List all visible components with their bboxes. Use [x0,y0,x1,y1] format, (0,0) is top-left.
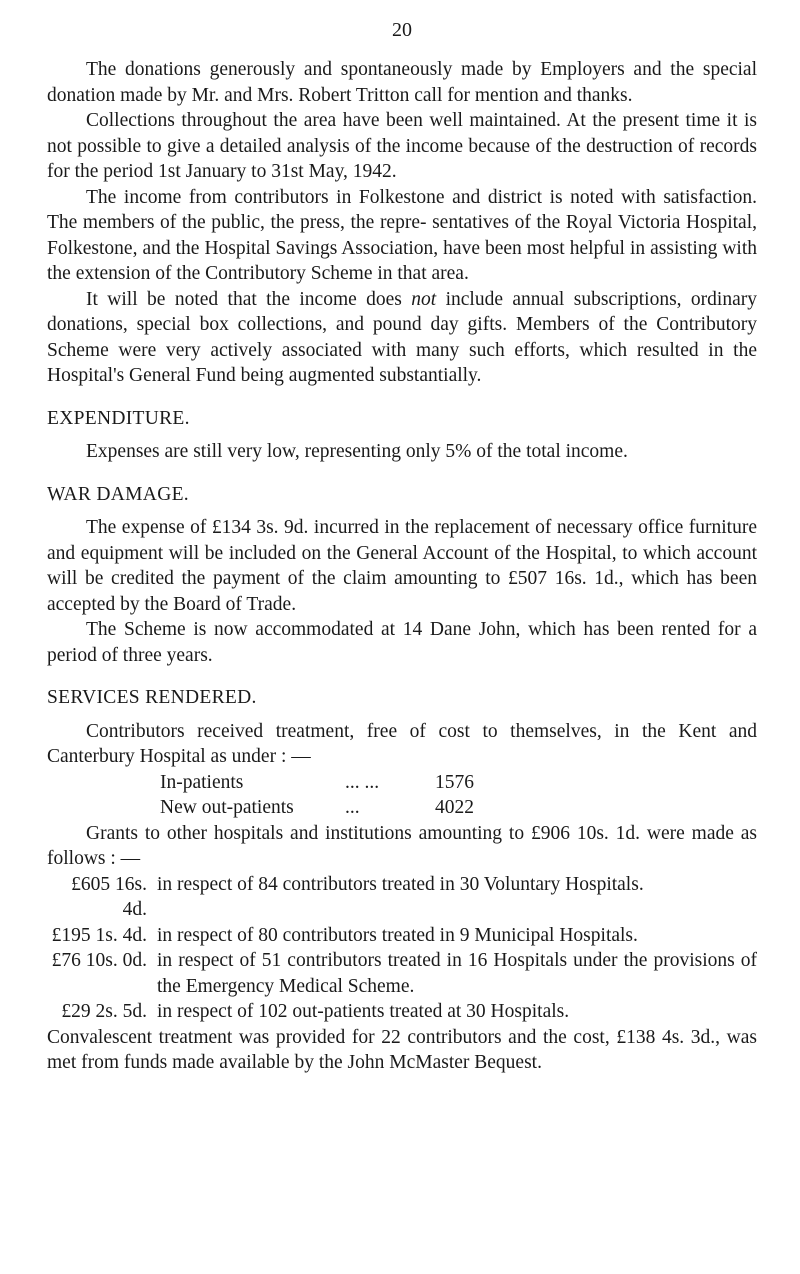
grant-amount: £605 16s. 4d. [71,873,147,920]
grant-description: in respect of 80 contributors treated in 9 Municipal Hospitals. [157,924,638,946]
paragraph-services-intro: Contributors received treatment, free of cost to themselves, in the Kent and Canterbury Hospital as under : — [47,720,757,767]
patients-dots: ... [345,797,360,818]
grant-row [47,999,757,1025]
heading-expenditure: EXPENDITURE. [47,407,190,429]
grant-row [47,872,757,923]
page-number: 20 [392,19,412,41]
income-note-text: It will be noted that the income does [86,288,412,310]
grant-row [47,948,757,999]
grant-description: in respect of 51 contributors treated in 16 Hospitals under the provisions of the Emergency Medical Scheme. [157,950,757,997]
patients-label: In-patients [160,771,244,793]
income-note-emphasis: not [411,288,437,310]
paragraph-war-damage-premises: The Scheme is now accommodated at 14 Dane John, which has been rented for a period of three years. [47,619,757,666]
patients-label: New out-patients [160,797,294,818]
patients-row [47,795,757,821]
paragraph-expenditure: Expenses are still very low, representing only 5% of the total income. [86,441,628,462]
heading-war-damage: WAR DAMAGE. [47,483,189,505]
patients-row [47,770,757,796]
paragraph-donations: The donations generously and spontaneously made by Employers and the special donation made by Mr. and Mrs. Robert Tritton call for mention and thanks. [47,59,757,106]
grant-amount: £195 1s. 4d. [51,924,147,946]
grant-description: in respect of 84 contributors treated in 30 Voluntary Hospitals. [157,873,644,895]
income-note-text-rest: include annual subscriptions, ordinary donations, special box collections, and pound day gifts. Members of the Contributory Scheme were very actively associated with many such efforts, which resulted in the Hospital's General Fund being augmented substantially. [47,288,757,386]
patients-dots: ... ... [345,771,380,793]
patients-value: 1576 [435,771,474,793]
paragraph-war-damage-expense: The expense of £134 3s. 9d. incurred in the replacement of necessary office furniture and equipment will be included on the General Account of the Hospital, to which account will be credited the payment of the claim amounting to £507 16s. 1d., which has been accepted by the Board of Trade. [47,517,757,615]
heading-services-rendered: SERVICES RENDERED. [47,687,257,708]
grant-amount: £76 10s. 0d. [51,950,147,971]
paragraph-folkestone: The income from contributors in Folkestone and district is noted with satisfaction. The members of the public, the press, the repre- sentatives of the Royal Victoria Hospital, Folkestone, and the Hospital Savings Association, have been most helpful in assisting with the extension of the Contributory Scheme in that area. [47,186,757,284]
paragraph-grants-intro: Grants to other hospitals and institutions amounting to £906 10s. 1d. were made as follows : — [47,822,757,869]
paragraph-income-note [47,287,757,389]
grant-amount: £29 2s. 5d. [61,1001,147,1022]
paragraph-collections: Collections throughout the area have been well maintained. At the present time it is not possible to give a detailed analysis of the income because of the destruction of records for the period 1st January to 31st May, 1942. [47,110,757,182]
grant-row [47,923,757,949]
document-body [47,57,757,1076]
paragraph-convalescent: Convalescent treatment was provided for 22 contributors and the cost, £138 4s. 3d., was met from funds made available by the John McMaster Bequest. [47,1026,757,1073]
grant-description: in respect of 102 out-patients treated at 30 Hospitals. [157,1001,570,1022]
patients-value: 4022 [435,797,474,818]
